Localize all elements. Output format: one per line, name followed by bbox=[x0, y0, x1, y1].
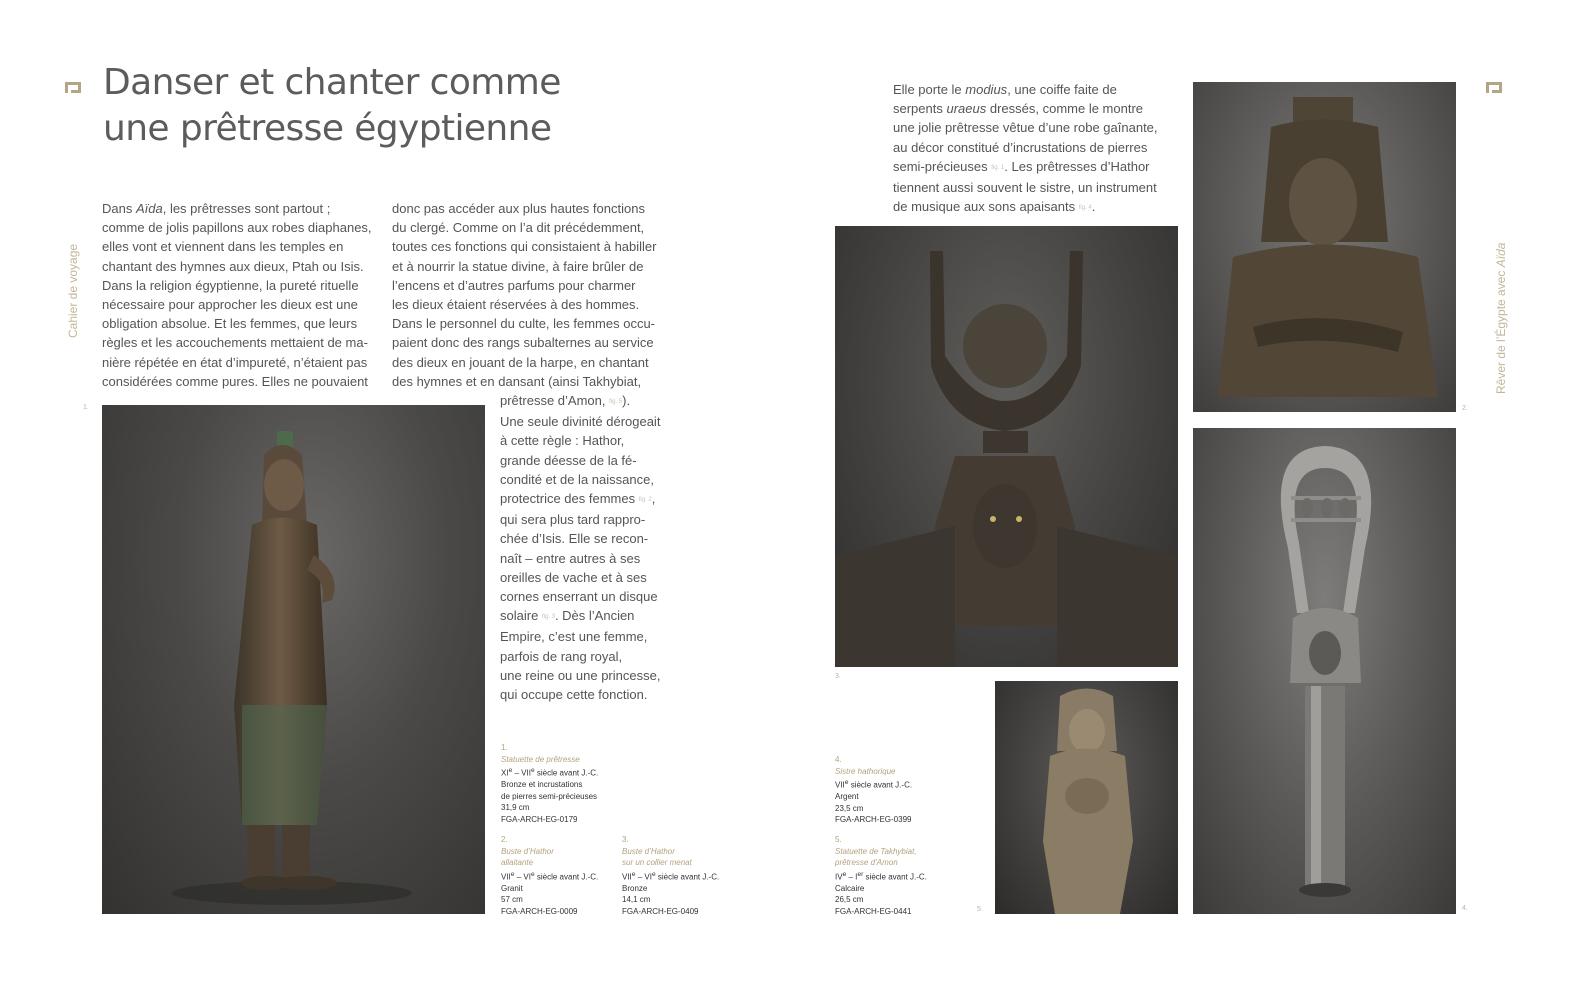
caption-line: VIIe – VIe siècle avant J.-C. bbox=[501, 870, 599, 882]
text-line: semi-précieuses fig. 1. Les prêtresses d’Hathor bbox=[893, 158, 1150, 174]
caption-line: VIIe siècle avant J.-C. bbox=[835, 779, 913, 790]
text-line: de musique aux sons apaisants fig. 4. bbox=[893, 199, 1096, 215]
text-line: les dieux étaient réservées à des hommes. bbox=[392, 297, 640, 313]
text-line: des hymnes et en dansant (ainsi Takhybiat, bbox=[392, 373, 642, 389]
text-line: naît – entre autres à ses bbox=[500, 550, 641, 566]
caption-line: XIe – VIIe siècle avant J.-C. bbox=[501, 767, 599, 778]
page-title bbox=[103, 60, 623, 152]
text-line: une jolie prêtresse vêtue d’une robe gaînante, bbox=[893, 120, 1158, 136]
caption-number: 2. bbox=[501, 835, 508, 844]
text-line: qui sera plus tard rappro- bbox=[500, 512, 646, 528]
body-column-2 bbox=[392, 199, 657, 391]
text-line: considérées comme pures. Elles ne pouvaient bbox=[102, 373, 368, 389]
caption-line: de pierres semi-précieuses bbox=[501, 791, 598, 801]
photo-statuette-pretresse bbox=[102, 405, 485, 914]
caption-title: sur un collier menat bbox=[622, 858, 692, 867]
text-line: elles vont et viennent dans les temples en bbox=[102, 239, 344, 255]
text-line: obligation absolue. Et les femmes, que leurs bbox=[102, 316, 358, 332]
caption-line: FGA-ARCH-EG-0009 bbox=[501, 906, 578, 916]
text-line: toutes ces fonctions qui consistaient à habiller bbox=[392, 239, 657, 255]
text-line: chantant des hymnes aux dieux, Ptah ou Isis. bbox=[102, 258, 364, 274]
caption-line: Bronze et incrustations bbox=[501, 780, 583, 790]
caption-title: Buste d’Hathor bbox=[501, 846, 554, 856]
takhybiat-figure-icon bbox=[995, 681, 1178, 914]
statuette-figure-icon bbox=[102, 405, 485, 914]
caption-line: FGA-ARCH-EG-0409 bbox=[622, 906, 699, 916]
text-line: nécessaire pour approcher les dieux est une bbox=[102, 297, 358, 313]
title-line-1: Danser et chanter comme bbox=[103, 62, 561, 103]
caption-figure-2 bbox=[501, 834, 598, 917]
text-line: paient donc des rangs subalternes au service bbox=[392, 335, 654, 351]
text-line: qui occupe cette fonction. bbox=[500, 687, 648, 703]
caption-line: Granit bbox=[501, 883, 523, 893]
caption-line: FGA-ARCH-EG-0399 bbox=[835, 815, 912, 825]
caption-title: Statuette de Takhybiat, bbox=[835, 846, 917, 856]
caption-line: IVe – Ier siècle avant J.-C. bbox=[835, 870, 927, 882]
text-line: Dans Aïda, les prêtresses sont partout ; bbox=[102, 201, 331, 216]
text-line: des dieux en jouant de la harpe, en chantant bbox=[392, 354, 649, 370]
caption-number: 1. bbox=[501, 743, 508, 752]
text-line: Dans le personnel du culte, les femmes occu- bbox=[392, 316, 656, 332]
photo-sistre-hathorique bbox=[1193, 428, 1456, 914]
hathor-bust-figure-icon bbox=[835, 226, 1178, 667]
text-line: cornes enserrant un disque bbox=[500, 589, 658, 605]
text-line: comme de jolis papillons aux robes diaphanes, bbox=[102, 220, 372, 236]
figure-number-3: 3. bbox=[835, 673, 841, 680]
corner-bracket-right-icon bbox=[1486, 82, 1502, 93]
photo-statuette-takhybiat bbox=[995, 681, 1178, 914]
caption-number: 3. bbox=[622, 835, 629, 844]
caption-line: 26,5 cm bbox=[835, 895, 864, 905]
caption-line: VIIe – VIe siècle avant J.-C. bbox=[622, 870, 720, 882]
text-line: parfois de rang royal, bbox=[500, 648, 623, 664]
caption-line: Argent bbox=[835, 792, 859, 802]
caption-title: Buste d’Hathor bbox=[622, 846, 675, 856]
text-line: à cette règle : Hathor, bbox=[500, 433, 625, 449]
caption-figure-5 bbox=[835, 834, 927, 917]
side-label-left: Cahier de voyage bbox=[66, 243, 80, 338]
text-line: au décor constitué d’incrustations de pierres bbox=[893, 139, 1148, 155]
text-line: nière répétée en état d’impureté, n’étaient pas bbox=[102, 354, 368, 370]
text-line: chée d’Isis. Elle se recon- bbox=[500, 531, 649, 547]
caption-line: FGA-ARCH-EG-0441 bbox=[835, 906, 912, 916]
caption-figure-3 bbox=[622, 834, 719, 917]
caption-title: Sistre hathorique bbox=[835, 766, 896, 776]
text-line: Empire, c’est une femme, bbox=[500, 629, 648, 645]
text-line: solaire fig. 3. Dès l’Ancien bbox=[500, 608, 635, 624]
text-line: prêtresse d’Amon, fig. 5). bbox=[500, 393, 631, 408]
figure-number-4: 4. bbox=[1462, 905, 1468, 912]
text-line: Une seule divinité dérogeait bbox=[500, 414, 661, 430]
text-line: une reine ou une princesse, bbox=[500, 667, 661, 683]
figure-number-2: 2. bbox=[1462, 405, 1468, 412]
caption-number: 5. bbox=[835, 835, 842, 844]
text-line: condité et de la naissance, bbox=[500, 471, 654, 487]
caption-line: Bronze bbox=[622, 883, 648, 893]
caption-number: 4. bbox=[835, 755, 842, 764]
text-line: l’encens et d’autres parfums pour charmer bbox=[392, 277, 636, 293]
photo-buste-hathor-allaitante bbox=[1193, 82, 1456, 412]
text-line: protectrice des femmes fig. 2, bbox=[500, 491, 656, 507]
caption-line: 14,1 cm bbox=[622, 895, 651, 905]
side-label-right: Rêver de l’Égypte avec Aïda bbox=[1494, 242, 1508, 394]
text-line: grande déesse de la fé- bbox=[500, 452, 637, 468]
caption-figure-4 bbox=[835, 754, 912, 826]
text-line: et à nourrir la statue divine, à faire brûler de bbox=[392, 258, 644, 274]
text-line: tiennent aussi souvent le sistre, un instrument bbox=[893, 180, 1157, 196]
corner-bracket-left-icon bbox=[65, 82, 81, 93]
title-line-2: une prêtresse égyptienne bbox=[103, 108, 552, 149]
body-column-3 bbox=[893, 80, 1158, 218]
figure-number-5: 5. bbox=[977, 906, 983, 913]
caption-figure-1 bbox=[501, 742, 598, 825]
figure-number-1: 1. bbox=[83, 404, 89, 411]
text-line: oreilles de vache et à ses bbox=[500, 569, 647, 585]
caption-title: allaitante bbox=[501, 858, 534, 867]
caption-title: prêtresse d’Amon bbox=[835, 858, 898, 867]
text-line: serpents uraeus dressés, comme le montre bbox=[893, 101, 1144, 117]
granite-bust-figure-icon bbox=[1193, 82, 1456, 412]
caption-line: 31,9 cm bbox=[501, 803, 530, 813]
text-line: donc pas accéder aux plus hautes fonctions bbox=[392, 201, 645, 216]
sistrum-figure-icon bbox=[1193, 428, 1456, 914]
caption-line: 23,5 cm bbox=[835, 803, 864, 813]
photo-buste-hathor-menat bbox=[835, 226, 1178, 667]
body-column-2-continued bbox=[500, 391, 660, 704]
caption-title: Statuette de prêtresse bbox=[501, 754, 580, 764]
text-line: du clergé. Comme on l’a dit précédemment, bbox=[392, 220, 645, 236]
caption-line: FGA-ARCH-EG-0179 bbox=[501, 814, 578, 824]
caption-line: Calcaire bbox=[835, 883, 865, 893]
body-column-1 bbox=[102, 199, 372, 391]
caption-line: 57 cm bbox=[501, 895, 523, 905]
text-line: Elle porte le modius, une coiffe faite de bbox=[893, 82, 1117, 97]
text-line: Dans la religion égyptienne, la pureté rituelle bbox=[102, 277, 359, 293]
text-line: règles et les accouchements mettaient de ma- bbox=[102, 335, 368, 351]
